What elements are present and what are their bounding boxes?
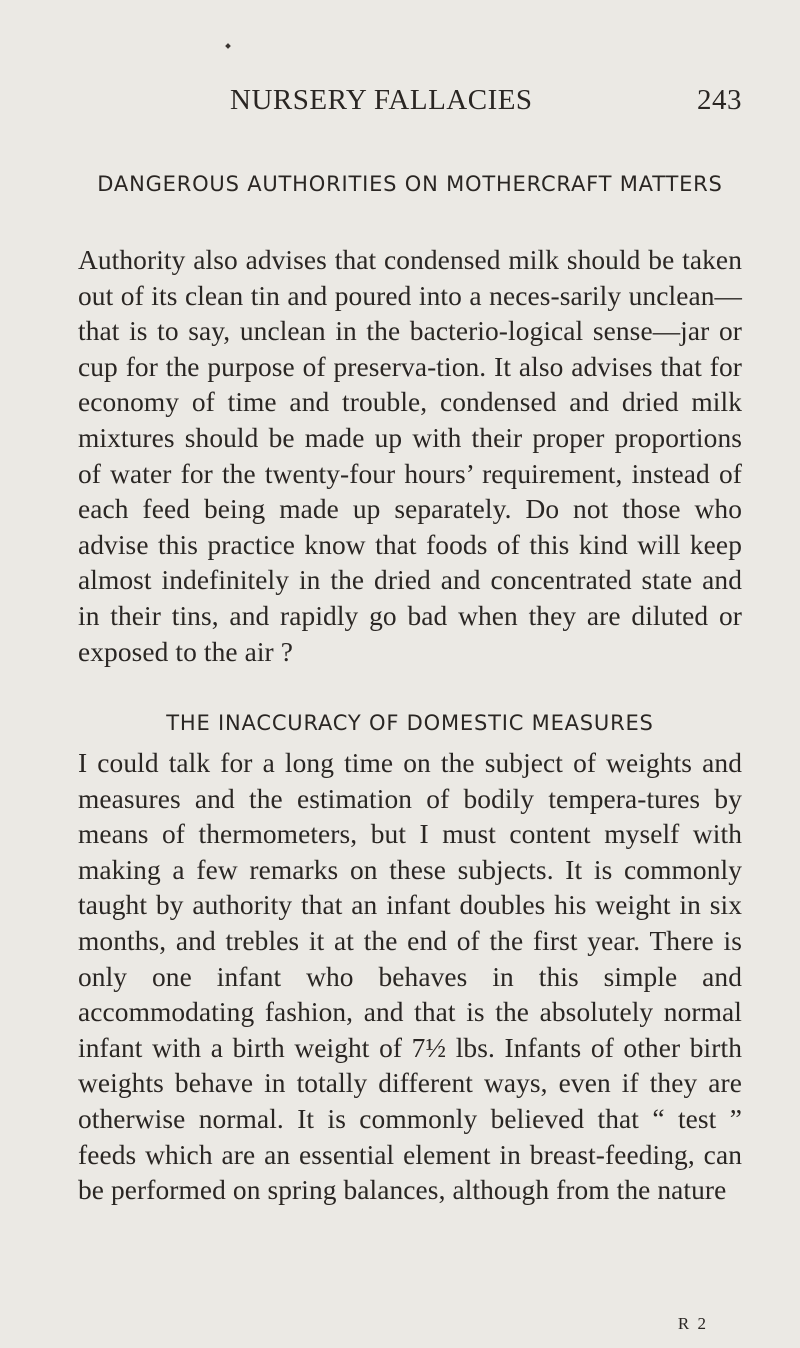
ink-speck <box>225 43 231 49</box>
section-paragraph-condensed-milk: Authority also advises that condensed milk should be taken out of its clean tin and poured into a neces-sarily unclean—that is to say, unclean in the bacterio-logical sense—jar or cup for the purpose of preserva-tion. It also advises that for economy of time and trouble, condensed and dried milk mixtures should be made up with their proper proportions of water for the twenty-four hours’ requirement, instead of each feed being made up separately. Do not those who advise this practice know that foods of this kind will keep almost indefinitely in the dried and concentrated state and in their tins, and rapidly go bad when they are diluted or exposed to the air ? <box>78 245 742 667</box>
section-heading-dangerous-authorities: DANGEROUS AUTHORITIES ON MOTHERCRAFT MATTERS <box>97 172 723 196</box>
page-number: 243 <box>697 84 742 116</box>
section-heading-domestic-measures: THE INACCURACY OF DOMESTIC MEASURES <box>166 711 654 735</box>
running-head-title: NURSERY FALLACIES <box>230 84 533 116</box>
signature-mark: R 2 <box>677 1314 708 1333</box>
running-head <box>78 84 742 124</box>
section-paragraph-weights-measures: I could talk for a long time on the subject of weights and measures and the estimation of bodily tempera-tures by means of thermometers, but I must content myself with making a few remarks on these subjects. It is commonly taught by authority that an infant doubles his weight in six months, and trebles it at the end of the first year. There is only one infant who behaves in this simple and accommodating fashion, and that is the absolutely normal infant with a birth weight of 7½ lbs. Infants of other birth weights behave in totally different ways, even if they are otherwise normal. It is commonly believed that “ test ” feeds which are an essential element in breast-feeding, can be performed on spring balances, although from the nature <box>78 748 742 1206</box>
